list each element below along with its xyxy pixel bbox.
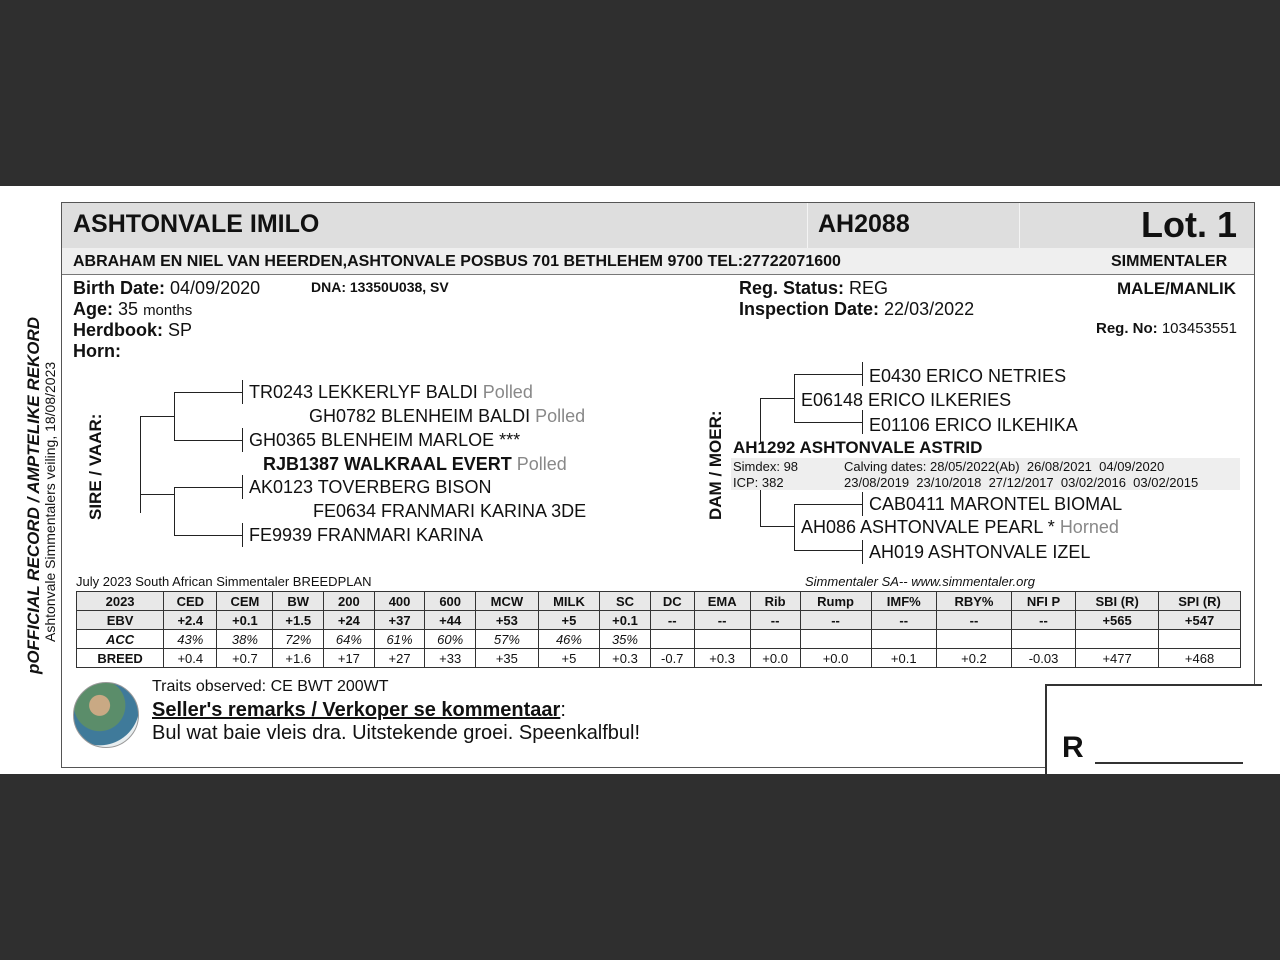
ebv-cell: 2023 <box>77 592 164 611</box>
sire-sire: GH0782 BLENHEIM BALDI Polled <box>309 406 586 426</box>
lot-card <box>0 186 1280 774</box>
ebv-cell: +0.3 <box>600 649 651 668</box>
ebv-cell: EBV <box>77 611 164 630</box>
ebv-cell <box>936 630 1011 649</box>
ebv-cell: CED <box>164 592 217 611</box>
ebv-cell: ACC <box>77 630 164 649</box>
ebv-cell <box>1076 630 1159 649</box>
ebv-cell: -0.7 <box>650 649 694 668</box>
ebv-cell: 64% <box>324 630 375 649</box>
ebv-cell: +44 <box>425 611 476 630</box>
ebv-cell: +53 <box>476 611 539 630</box>
ebv-cell: +33 <box>425 649 476 668</box>
ebv-cell: SPI (R) <box>1159 592 1241 611</box>
dam-label: DAM / MOER: <box>706 410 725 520</box>
ebv-cell <box>650 630 694 649</box>
dam-sire-dam: E01106 ERICO ILKEHIKA <box>869 415 1078 435</box>
dam-sire-sire: E0430 ERICO NETRIES <box>869 366 1067 386</box>
ebv-cell: +468 <box>1159 649 1241 668</box>
ebv-cell: 200 <box>324 592 375 611</box>
ebv-row <box>77 611 1241 630</box>
ebv-cell: CEM <box>217 592 273 611</box>
ebv-cell: -- <box>650 611 694 630</box>
ebv-cell: -- <box>1011 611 1075 630</box>
dam-dam-sire: CAB0411 MARONTEL BIOMAL <box>869 494 1123 514</box>
ebv-cell <box>750 630 800 649</box>
ebv-cell <box>1011 630 1075 649</box>
ebv-cell: -0.03 <box>1011 649 1075 668</box>
ebv-cell <box>871 630 936 649</box>
ebv-cell: SBI (R) <box>1076 592 1159 611</box>
ebv-cell: +37 <box>374 611 425 630</box>
horn-label: Horn: <box>73 341 121 361</box>
animal-name: ASHTONVALE IMILO <box>73 210 320 238</box>
sire-dam-sire: AK0123 TOVERBERG BISON <box>249 477 492 497</box>
simdex: Simdex: 98 <box>733 459 799 474</box>
ebv-cell: +1.6 <box>273 649 324 668</box>
sire-label: SIRE / VAAR: <box>86 413 105 520</box>
ebv-cell: +5 <box>538 611 599 630</box>
price-line[interactable] <box>1095 762 1243 764</box>
ebv-cell: +0.1 <box>600 611 651 630</box>
ebv-cell: +1.5 <box>273 611 324 630</box>
ebv-cell: IMF% <box>871 592 936 611</box>
owner-address: ABRAHAM EN NIEL VAN HEERDEN,ASHTONVALE POSBUS 701 BETHLEHEM 9700 TEL:27722071600 <box>73 253 841 270</box>
ebv-cell: +24 <box>324 611 375 630</box>
inspection-date: Inspection Date: 22/03/2022 <box>739 299 975 319</box>
ebv-cell: Rib <box>750 592 800 611</box>
ebv-cell: +27 <box>374 649 425 668</box>
ebv-cell: SC <box>600 592 651 611</box>
ebv-cell: +547 <box>1159 611 1241 630</box>
sire-dam: FE0634 FRANMARI KARINA 3DE <box>313 501 587 521</box>
sex: MALE/MANLIK <box>1117 279 1236 298</box>
dam-dam: AH086 ASHTONVALE PEARL * Horned <box>801 517 1119 537</box>
ebv-cell: -- <box>750 611 800 630</box>
ebv-table <box>76 591 1241 668</box>
official-record-label: pOFFICIAL RECORD / AMPTELIKE REKORD <box>24 317 43 674</box>
lot-number: Lot. 1 <box>1141 204 1237 245</box>
calving-dates-cont: 23/08/2019 23/10/2018 27/12/2017 03/02/2016 03/02/2015 <box>844 475 1199 490</box>
ebv-cell: BW <box>273 592 324 611</box>
sire: RJB1387 WALKRAAL EVERT Polled <box>263 454 567 474</box>
reg-status: Reg. Status: REG <box>739 278 889 298</box>
ebv-cell: +0.2 <box>936 649 1011 668</box>
ebv-cell: MCW <box>476 592 539 611</box>
ebv-cell: +0.1 <box>871 649 936 668</box>
ebv-cell: -- <box>871 611 936 630</box>
ebv-cell: +0.3 <box>694 649 750 668</box>
ebv-cell: 61% <box>374 630 425 649</box>
calving-dates: Calving dates: 28/05/2022(Ab) 26/08/2021 04/09/2020 <box>844 459 1165 474</box>
ebv-cell: +2.4 <box>164 611 217 630</box>
ebv-cell: 43% <box>164 630 217 649</box>
breedplan-source: July 2023 South African Simmentaler BREEDPLAN <box>76 574 372 589</box>
ebv-cell: +565 <box>1076 611 1159 630</box>
traits-observed: Traits observed: CE BWT 200WT <box>152 678 389 695</box>
ebv-cell: +5 <box>538 649 599 668</box>
ebv-cell: +35 <box>476 649 539 668</box>
ebv-cell: BREED <box>77 649 164 668</box>
sire-sire-sire: TR0243 LEKKERLYF BALDI Polled <box>249 382 533 402</box>
ebv-cell: -- <box>936 611 1011 630</box>
ebv-header-row <box>77 592 1241 611</box>
ebv-cell: 60% <box>425 630 476 649</box>
remarks-text: Bul wat baie vleis dra. Uitstekende groei. Speenkalfbul! <box>152 722 641 744</box>
ebv-cell: -- <box>800 611 871 630</box>
sire-sire-dam: GH0365 BLENHEIM MARLOE *** <box>249 430 521 450</box>
remarks-heading: Seller's remarks / Verkoper se kommentaar: <box>152 699 566 721</box>
ebv-cell: 57% <box>476 630 539 649</box>
acc-row <box>77 630 1241 649</box>
breedplan-website: Simmentaler SA-- www.simmentaler.org <box>805 574 1035 589</box>
ebv-cell: 400 <box>374 592 425 611</box>
ebv-cell: +0.0 <box>750 649 800 668</box>
ebv-cell: +17 <box>324 649 375 668</box>
animal-code: AH2088 <box>818 210 910 238</box>
ebv-cell <box>800 630 871 649</box>
ebv-cell: EMA <box>694 592 750 611</box>
ebv-cell: -- <box>694 611 750 630</box>
reg-number: Reg. No: 103453551 <box>1096 320 1237 337</box>
sire-dam-dam: FE9939 FRANMARI KARINA <box>249 525 484 545</box>
dam-sire: E06148 ERICO ILKERIES <box>801 390 1012 410</box>
dam-dam-dam: AH019 ASHTONVALE IZEL <box>869 542 1091 562</box>
ebv-cell: RBY% <box>936 592 1011 611</box>
price-label: R <box>1062 731 1084 764</box>
breed-average-row <box>77 649 1241 668</box>
ebv-cell: 600 <box>425 592 476 611</box>
age: Age: 35 months <box>73 299 193 319</box>
dna-info: DNA: 13350U038, SV <box>311 279 449 295</box>
ebv-cell: Rump <box>800 592 871 611</box>
ebv-cell: 38% <box>217 630 273 649</box>
ebv-cell: 72% <box>273 630 324 649</box>
breed-name: SIMMENTALER <box>1111 253 1228 270</box>
ebv-cell: +0.4 <box>164 649 217 668</box>
ebv-cell: 35% <box>600 630 651 649</box>
ebv-cell: +477 <box>1076 649 1159 668</box>
ebv-cell: DC <box>650 592 694 611</box>
ebv-cell: 46% <box>538 630 599 649</box>
ebv-cell <box>1159 630 1241 649</box>
ebv-cell: NFI P <box>1011 592 1075 611</box>
ebv-cell: +0.0 <box>800 649 871 668</box>
auction-label: Ashtonvale Simmentalers veiling, 18/08/2023 <box>42 361 58 642</box>
herdbook: Herdbook: SP <box>73 320 193 340</box>
ebv-cell: +0.7 <box>217 649 273 668</box>
globe-logo-icon <box>73 682 139 748</box>
birth-date: Birth Date: 04/09/2020 <box>73 278 261 298</box>
ebv-cell: MILK <box>538 592 599 611</box>
dam: AH1292 ASHTONVALE ASTRID <box>733 438 983 457</box>
icp: ICP: 382 <box>733 475 784 490</box>
ebv-cell <box>694 630 750 649</box>
ebv-cell: +0.1 <box>217 611 273 630</box>
